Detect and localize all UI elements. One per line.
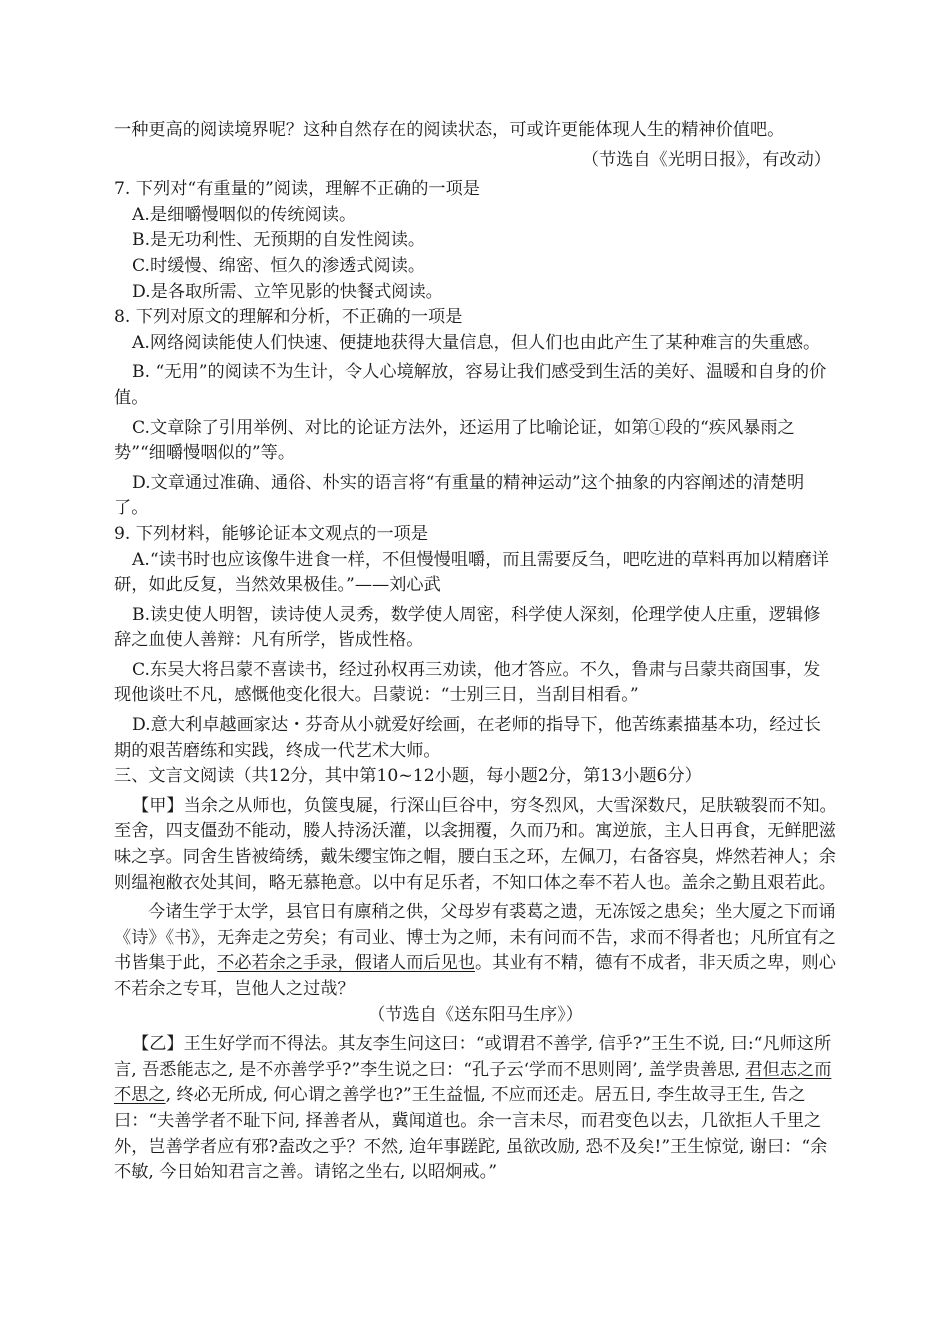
passage-jia-paragraph-2 (114, 900, 837, 1002)
question-7-option-c: C.时缓慢、绵密、恒久的渗透式阅读。 (132, 255, 426, 276)
question-9-stem: 9. 下列材料，能够论证本文观点的一项是 (114, 523, 429, 544)
passage-yi-text-a: 【乙】王生好学而不得法。其友李生问这曰：“或谓君不善学, 信乎?”王生不说, 曰:“凡师这所言, 吾悉能志之, 是不亦善学乎?”李生说之曰：“孔子云‘学而不思则罔’, 盖学贵善思, (114, 1034, 832, 1080)
passage-jia-underlined-sentence: 不必若余之手录，假诸人而后见也 (217, 953, 475, 974)
passage-yi-text-b: , 终必无所成, 何心谓之善学也?”王生益愠, 不应而还走。居五日, 李生故寻王生, 告之曰：“夫善学者不耻下问, 择善者从，冀闻道也。余一言未尽，而君变色以去，几欲拒人千里之外，岂善学者应有邪?盍改之乎？不然, 迨年事蹉跎, 虽欲改励, 恐不及矣!”王生惊觉, 谢曰：“余不敏, 今日始知君言之善。请铭之坐右, 以昭炯戒。” (114, 1085, 828, 1183)
question-9-option-c: C.东吴大将吕蒙不喜读书，经过孙权再三劝读，他才答应。不久，鲁肃与吕蒙共商国事，发现他谈吐不凡，感慨他变化很大。吕蒙说：“士别三日，当刮目相看。” (114, 659, 821, 706)
question-9-option-d: D.意大利卓越画家达・芬奇从小就爱好绘画，在老师的指导下，他苦练素描基本功，经过长期的艰苦磨练和实践，终成一代艺术大师。 (114, 715, 821, 761)
question-7-stem: 7. 下列对“有重量的”阅读，理解不正确的一项是 (114, 179, 480, 200)
question-8-option-c: C.文章除了引用举例、对比的论证方法外，还运用了比喻论证，如第①段的“疾风暴雨之势”“细嚼慢咽似的”等。 (114, 417, 795, 464)
question-7-option-d: D.是各取所需、立竿见影的快餐式阅读。 (132, 281, 443, 302)
passage-yi-underlined-sentence: 君但志之而不思之 (114, 1059, 832, 1106)
passage-jia-paragraph-1: 【甲】当余之从师也，负箧曳屣，行深山巨谷中，穷冬烈风，大雪深数尺，足肤皲裂而不知。至舍，四支僵劲不能动，媵人持汤沃灌，以衾拥覆，久而乃和。寓逆旅，主人日再食，无鲜肥滋味之享。同舍生皆被绮绣，戴朱缨宝饰之帽，腰白玉之环，左佩刀，右备容臭，烨然若神人；余则缊袍敝衣处其间，略无慕艳意。以中有足乐者，不知口体之奉不若人也。盖余之勤且艰若此。 (114, 795, 837, 893)
question-8-option-a: A.网络阅读能使人们快速、便捷地获得大量信息，但人们也由此产生了某种难言的失重感。 (132, 332, 821, 353)
question-7-option-b: B.是无功利性、无预期的自发性阅读。 (132, 230, 426, 251)
intro-paragraph: 一种更高的阅读境界呢？这种自然存在的阅读状态，可或许更能体现人生的精神价值吧。 (114, 120, 785, 140)
question-8-stem: 8. 下列对原文的理解和分析，不正确的一项是 (114, 307, 463, 328)
passage-jia-text-b: 。其业有不精，德有不成者，非天质之卑，则心不若余之专耳，岂他人之过哉？ (114, 953, 836, 999)
section-3-heading: 三、文言文阅读（共12分，其中第10~12小题，每小题2分，第13小题6分） (114, 766, 702, 787)
passage-jia-text-a: 今诸生学于太学，县官日有廪稍之供，父母岁有裘葛之遗，无冻馁之患矣；坐大厦之下而诵《诗》《书》，无奔走之劳矣；有司业、博士为之师，未有问而不告，求而不得者也；凡所宜有之书皆集于此， (114, 902, 836, 974)
question-9-option-b: B.读史使人明智，读诗使人灵秀，数学使人周密，科学使人深刻，伦理学使人庄重，逻辑修辞之血使人善辩：凡有所学，皆成性格。 (114, 604, 821, 651)
source-citation: （节选自《光明日报》，有改动） (581, 149, 831, 170)
question-8-option-d: D.文章通过准确、通俗、朴实的语言将“有重量的精神运动”这个抽象的内容阐述的清楚明了。 (114, 472, 805, 519)
question-8-option-b: B. “无用”的阅读不为生计，令人心境解放，容易让我们感受到生活的美好、温暖和自身的价值。 (114, 362, 827, 408)
passage-yi-paragraph (114, 1032, 837, 1186)
question-9-option-a: A.“读书时也应该像牛进食一样，不但慢慢咀嚼，而且需要反刍，吧吃进的草料再加以精磨详研，如此反复，当然效果极佳。”——刘心武 (114, 549, 829, 596)
passage-jia-source: （节选自《送东阳马生序》） (368, 1004, 583, 1025)
question-7-option-a: A.是细嚼慢咽似的传统阅读。 (132, 204, 357, 225)
